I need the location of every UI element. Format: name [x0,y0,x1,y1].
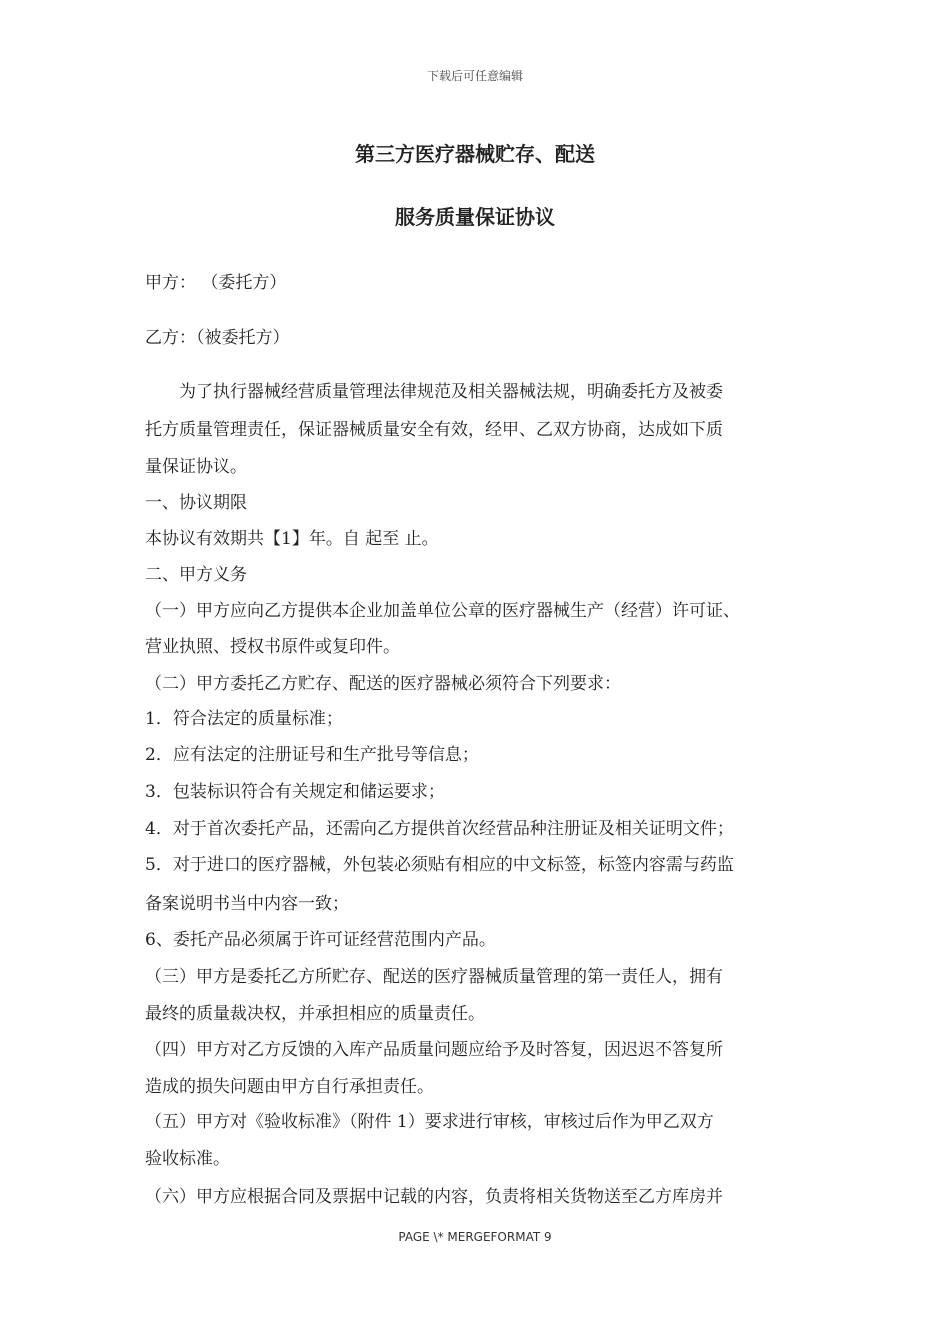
body-line: （二）甲方委托乙方贮存、配送的医疗器械必须符合下列要求： [145,674,621,694]
party-b-line: 乙方：（被委托方） [145,328,290,348]
list-item: 6、委托产品必须属于许可证经营范围内产品。 [145,930,496,950]
body-line: （三）甲方是委托乙方所贮存、配送的医疗器械质量管理的第一责任人，拥有 [145,967,723,987]
document-title-line-1: 第三方医疗器械贮存、配送 [355,142,595,166]
body-line: （五）甲方对《验收标准》（附件 1）要求进行审核，审核过后作为甲乙双方 [145,1112,714,1132]
body-line: 为了执行器械经营质量管理法律规范及相关器械法规，明确委托方及被委 [145,382,723,402]
list-item: 2．应有法定的注册证号和生产批号等信息； [145,745,479,765]
body-line: 托方质量管理责任，保证器械质量安全有效，经甲、乙双方协商，达成如下质 [145,420,723,440]
body-line: 营业执照、授权书原件或复印件。 [145,637,400,657]
body-line: （六）甲方应根据合同及票据中记载的内容，负责将相关货物送至乙方库房并 [145,1187,723,1207]
list-item: 3．包装标识符合有关规定和储运要求； [145,782,445,802]
section-heading: 二、甲方义务 [145,565,247,585]
body-line: 最终的质量裁决权，并承担相应的质量责任。 [145,1004,485,1024]
list-item: 4．对于首次委托产品，还需向乙方提供首次经营品种注册证及相关证明文件； [145,819,734,839]
document-title-line-2: 服务质量保证协议 [395,205,555,229]
party-a-line: 甲方： （委托方） [145,273,287,293]
section-heading: 一、协议期限 [145,493,247,513]
body-line: 量保证协议。 [145,457,247,477]
body-line: 验收标准。 [145,1149,230,1169]
list-item: 5．对于进口的医疗器械，外包装必须贴有相应的中文标签，标签内容需与药监 [145,855,734,875]
body-line: 备案说明书当中内容一致； [145,894,349,914]
page-header: 下载后可任意编辑 [426,69,523,83]
body-line: （四）甲方对乙方反馈的入库产品质量问题应给予及时答复，因迟迟不答复所 [145,1040,723,1060]
body-line: （一）甲方应向乙方提供本企业加盖单位公章的医疗器械生产（经营）许可证、 [145,601,740,621]
body-line: 造成的损失问题由甲方自行承担责任。 [145,1077,434,1097]
body-line: 本协议有效期共【1】年。自 起至 止。 [145,529,439,549]
list-item: 1．符合法定的质量标准； [145,709,343,729]
page-footer: PAGE \* MERGEFORMAT 9 [398,1230,552,1244]
